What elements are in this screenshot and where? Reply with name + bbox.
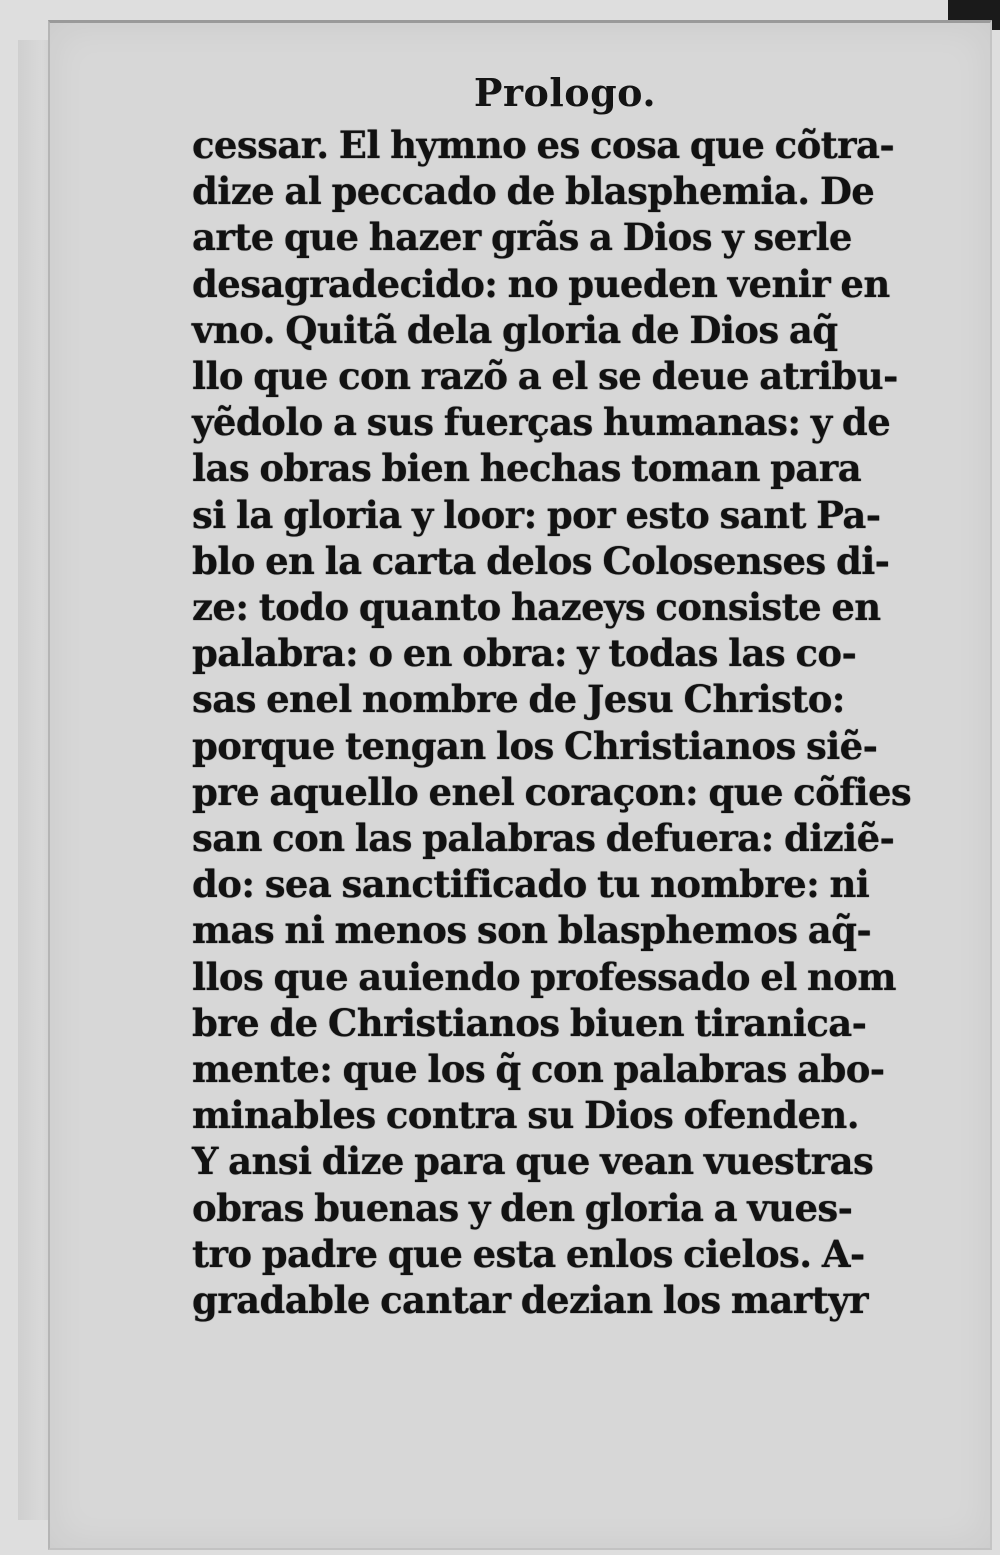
text-line: llo que con razõ a el se deue atribu-	[192, 354, 898, 399]
text-line: obras buenas y den gloria a vues-	[192, 1185, 853, 1230]
text-line: san con las palabras defuera: diziẽ-	[192, 816, 895, 861]
text-line: blo en la carta delos Colosenses di-	[192, 538, 890, 583]
running-heading: Prologo.	[473, 70, 657, 115]
text-line: arte que hazer grãs a Dios y serle	[192, 215, 852, 260]
text-line: palabra: o en obra: y todas las co-	[192, 631, 857, 676]
text-line: mente: que los q̃ con palabras abo-	[192, 1047, 885, 1092]
text-line: pre aquello enel coraçon: que cõfies	[192, 769, 912, 814]
text-line: bre de Christianos biuen tiranica-	[192, 1000, 867, 1045]
text-line: sas enel nombre de Jesu Christo:	[192, 677, 845, 722]
text-line: porque tengan los Christianos siẽ-	[192, 723, 878, 768]
text-line: tro padre que esta enlos cielos. A-	[192, 1231, 865, 1276]
text-line: minables contra su Dios ofenden.	[192, 1093, 859, 1138]
text-line: mas ni menos son blasphemos aq̃-	[192, 908, 872, 953]
text-line: llos que auiendo professado el nom	[192, 954, 896, 999]
text-line: gradable cantar dezian los martyr	[192, 1278, 868, 1323]
text-line: do: sea sanctificado tu nombre: ni	[192, 862, 870, 907]
text-line: vno. Quitã dela gloria de Dios aq̃	[192, 307, 838, 352]
text-line: ze: todo quanto hazeys consiste en	[192, 585, 881, 630]
text-line: desagradecido: no pueden venir en	[192, 261, 890, 306]
text-line: cessar. El hymno es cosa que cõtra-	[192, 123, 895, 167]
text-line: yẽdolo a sus fuerças humanas: y de	[192, 400, 891, 445]
text-line: dize al peccado de blasphemia. De	[192, 169, 875, 214]
body-text	[192, 122, 912, 1323]
text-line: Y ansi dize para que vean vuestras	[192, 1139, 874, 1184]
text-line: las obras bien hechas toman para	[192, 446, 862, 491]
text-line: si la gloria y loor: por esto sant Pa-	[192, 492, 881, 537]
